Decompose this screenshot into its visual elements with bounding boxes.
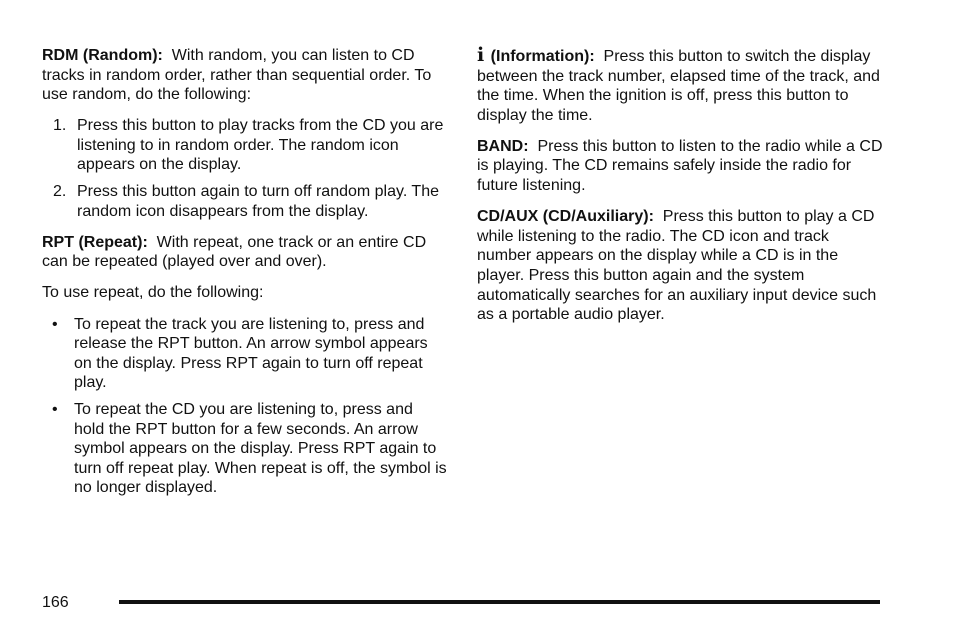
bullet-mark: •: [52, 315, 58, 333]
left-column: [42, 46, 447, 509]
rdm-paragraph: [42, 46, 447, 105]
list-item: [42, 315, 447, 393]
rdm-term: RDM (Random):: [42, 47, 163, 64]
page-number: 166: [42, 594, 69, 611]
rpt-paragraph: [42, 233, 447, 272]
cdaux-paragraph: [477, 207, 887, 325]
cdaux-term: CD/AUX (CD/Auxiliary):: [477, 208, 654, 226]
info-term: (Information):: [490, 48, 595, 65]
info-icon: i: [477, 44, 485, 66]
footer-rule: [119, 600, 880, 604]
bullet-mark: •: [52, 400, 58, 418]
rpt-term: RPT (Repeat):: [42, 233, 148, 251]
info-paragraph: [477, 46, 887, 125]
bullet-text: To repeat the CD you are listening to, press and hold the RPT button for a few seconds. An arrow symbol appears on the display. Press RPT again to turn off repeat play. When repeat is off, the symbol is no longer displayed.: [74, 400, 447, 497]
rpt-text: With repeat, one track or an entire CD can be repeated (played over and over).: [42, 233, 427, 271]
list-item: [42, 400, 447, 498]
rpt-bullets: [42, 315, 447, 498]
bullet-text: To repeat the track you are listening to, press and release the RPT button. An arrow symbol appears on the display. Press RPT again to turn off repeat play.: [74, 315, 428, 392]
cdaux-text: Press this button to play a CD while listening to the radio. The CD icon and track number appears on the display while a CD is in the player. Press this button again and the system automatically searches for an auxiliary input device such as a portable audio player.: [477, 208, 877, 324]
step-number: 2.: [53, 183, 67, 201]
band-term: BAND:: [477, 137, 529, 155]
step-text: Press this button to play tracks from the CD you are listening to in random order. The random icon appears on the display.: [77, 117, 444, 174]
rdm-text: With random, you can listen to CD tracks in random order, rather than sequential order. To use random, do the following:: [42, 47, 432, 104]
list-item: [42, 182, 447, 221]
step-number: 1.: [53, 117, 67, 135]
rdm-steps: [42, 116, 447, 221]
rpt-intro: To use repeat, do the following:: [42, 284, 264, 302]
right-column: [477, 46, 887, 336]
info-text: Press this button to switch the display between the track number, elapsed time of the track, and the time. When the ignition is off, press this button to display the time.: [477, 48, 880, 124]
list-item: [42, 116, 447, 175]
band-paragraph: [477, 137, 887, 196]
step-text: Press this button again to turn off random play. The random icon disappears from the display.: [77, 183, 439, 220]
band-text: Press this button to listen to the radio while a CD is playing. The CD remains safely inside the radio for future listening.: [477, 137, 883, 195]
